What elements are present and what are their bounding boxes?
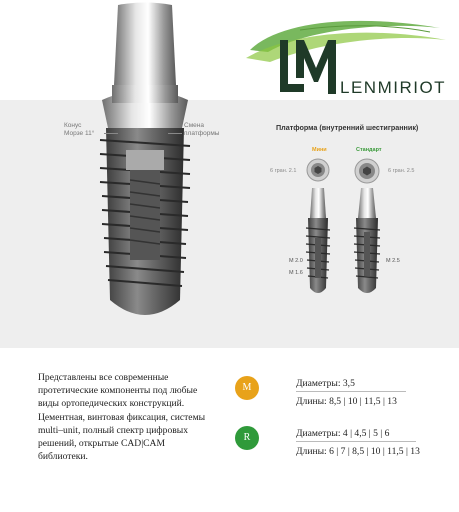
spec-r-lengths: Длины: 6 | 7 | 8,5 | 10 | 11,5 | 13 [296,446,420,457]
leader-line-switch [168,133,182,134]
platform-title: Платформа (внутренний шестигранник) [276,123,419,132]
leader-line-cone [104,133,118,134]
label-platform-switch-text: Смена платформы [184,122,220,137]
divider [296,391,406,392]
platform-standard-top-view [354,158,380,184]
badge-m: M [235,376,259,400]
spec-m-lengths: Длины: 8,5 | 10 | 11,5 | 13 [296,396,397,407]
brand-wordmark: LENMIRIOT [340,78,447,97]
platform-mini-label: Мини [312,147,327,153]
platform-standard-label: Стандарт [356,147,382,153]
spec-r-diameters: Диаметры: 4 | 4,5 | 5 | 6 [296,428,390,439]
label-morse-cone-text: Конус Морзе 11° [64,122,95,137]
implant-standard-illustration [350,188,384,298]
badge-r: R [235,426,259,450]
brand-logo [240,18,455,98]
platform-mini-top-view [306,158,330,182]
label-morse-cone [64,122,94,138]
lm-mark [278,38,338,96]
mini-thread-label-1: M 2.0 [289,258,303,264]
product-description: Представлены все современные протетические компоненты под любые виды ортопедических конструкций. Цементная, винтовая фиксация, системы multi–unit, полный спектр цифровых решений, открытые CAD|CAM библиотеки. [38,372,206,463]
swoosh-graphic [240,18,455,78]
mini-thread-label-2: M 1.6 [289,270,303,276]
platform-standard-hex: 6 гран. 2.5 [388,168,415,174]
label-platform-switch [184,122,219,138]
divider [296,441,416,442]
standard-thread-label: M 2.5 [386,258,400,264]
implant-main-illustration [90,0,200,345]
platform-mini-hex: 6 гран. 2.1 [270,168,297,174]
implant-mini-illustration [302,188,334,298]
spec-m-diameters: Диаметры: 3,5 [296,378,355,389]
